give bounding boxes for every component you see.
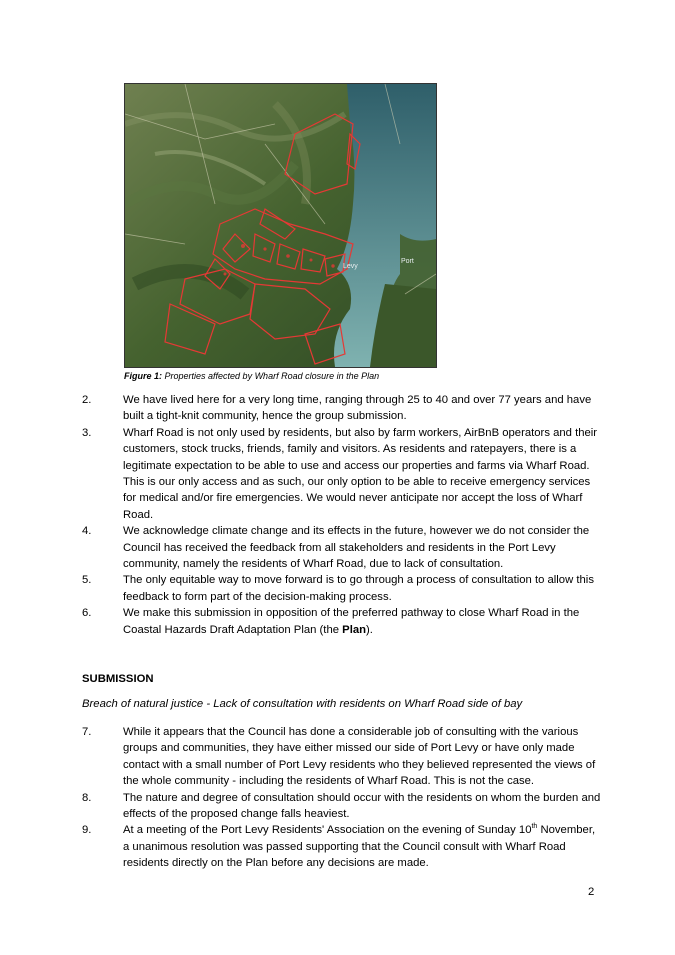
list-item: 3. Wharf Road is not only used by residents, but also by farm workers, AirBnB operators and their customers, stock trucks, friends, family and visitors. As residents and ratepayers, there is a legitimate expectation to be able to use and access our properties and farms via Wharf Road. This is our only access and as such, our only option to be able to receive emergency services for medical and/or fire emergencies. We would never anticipate nor accept the loss of Wharf Road. — [82, 426, 598, 521]
list-item: 8. The nature and degree of consultation should occur with the residents on whom the burden and effects of the proposed change falls heaviest. — [82, 791, 601, 821]
figure-caption — [124, 371, 379, 381]
page-number: 2 — [588, 886, 595, 898]
map-label-levy: Levy — [343, 263, 358, 270]
list-item: 4. We acknowledge climate change and its effects in the future, however we do not consider the Council has received the feedback from all stakeholders and residents in the Port Levy community, namely the residents of Wharf Road, due to lack of consultation. — [82, 525, 590, 571]
property-map-figure — [124, 83, 437, 368]
list-item: 5. The only equitable way to move forward is to go through a process of consultation to allow this feedback to form part of the decision-making process. — [82, 574, 594, 603]
list-item: 9. At a meeting of the Port Levy Residents' Association on the evening of Sunday 10th November, a unanimous resolution was passed supporting that the Council consult with Wharf Road residents directly on the Plan before any decisions are made. — [82, 823, 596, 870]
numbered-list-a — [82, 392, 602, 638]
numbered-list-b — [82, 724, 602, 872]
list-item: 7. While it appears that the Council has done a considerable job of consulting with the various groups and communities, they have either missed our side of Port Levy or have only made contact with a small number of Port Levy residents who they believed represented the views of the whole community - including the residents of Wharf Road. This is not the case. — [82, 726, 596, 788]
submission-heading: SUBMISSION — [82, 673, 154, 685]
caption-label: Figure 1: — [124, 371, 163, 381]
list-item: 2. We have lived here for a very long time, ranging through 25 to 40 and over 77 years and have built a tight-knit community, hence the group submission. — [82, 394, 592, 423]
caption-text: Properties affected by Wharf Road closure in the Plan — [162, 371, 380, 381]
aerial-map-image — [125, 84, 436, 367]
submission-subheading: Breach of natural justice - Lack of consultation with residents on Wharf Road side of bay — [82, 698, 523, 710]
list-item: 6. We make this submission in opposition of the preferred pathway to close Wharf Road in the Coastal Hazards Draft Adaptation Plan (the Plan). — [82, 607, 580, 636]
map-label-port: Port — [401, 258, 414, 265]
